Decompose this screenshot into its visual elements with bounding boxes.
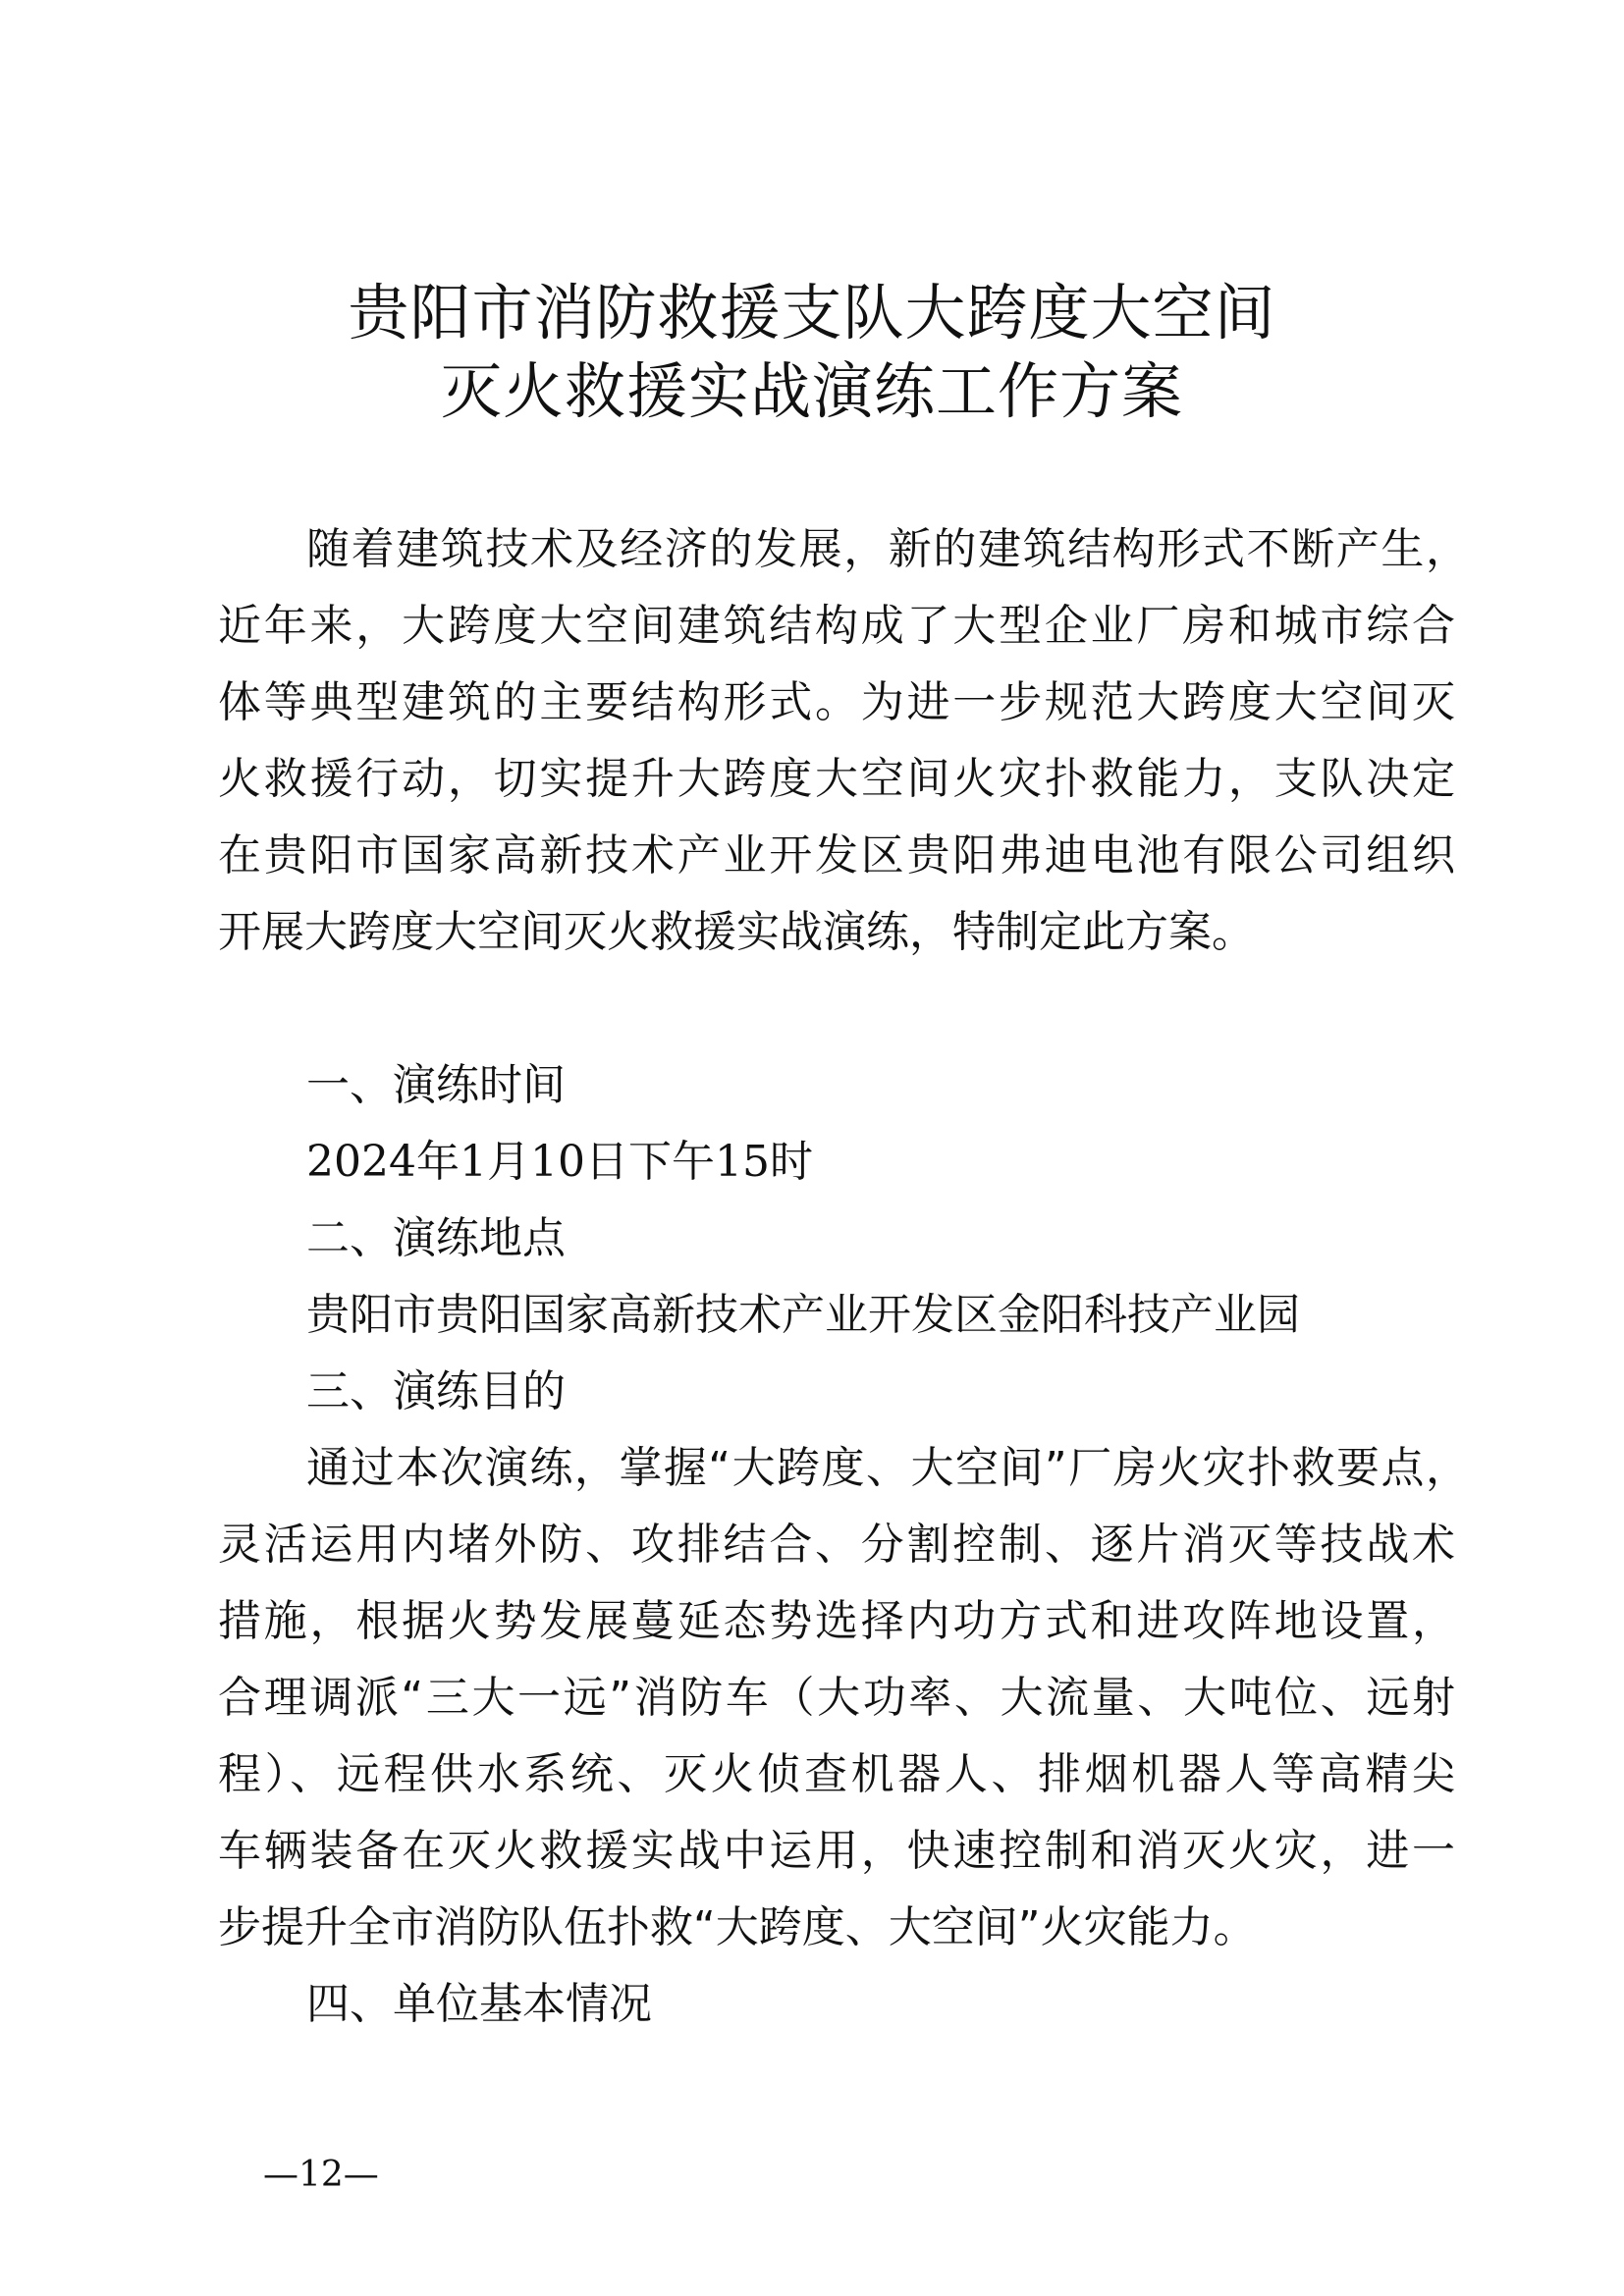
purpose-paragraph-line: 车辆装备在灭火救援实战中运用，快速控制和消灭火灾，进一: [218, 1826, 1455, 1876]
intro-paragraph-line: 火救援行动，切实提升大跨度大空间火灾扑救能力，支队决定: [218, 754, 1455, 804]
page-number: —12—: [263, 2155, 379, 2195]
section-heading-unit-info: 四、单位基本情况: [306, 1979, 652, 2029]
section-heading-time: 一、演练时间: [306, 1060, 566, 1110]
purpose-paragraph-line: 步提升全市消防队伍扑救“大跨度、大空间”火灾能力。: [218, 1902, 1257, 1952]
purpose-paragraph-line: 措施，根据火势发展蔓延态势选择内功方式和进攻阵地设置，: [218, 1596, 1455, 1646]
intro-paragraph-line: 随着建筑技术及经济的发展，新的建筑结构形式不断产生，: [306, 524, 1469, 574]
intro-paragraph-line: 体等典型建筑的主要结构形式。为进一步规范大跨度大空间灭: [218, 677, 1455, 727]
drill-location-text: 贵阳市贵阳国家高新技术产业开发区金阳科技产业园: [306, 1290, 1300, 1340]
purpose-paragraph-line: 灵活运用内堵外防、攻排结合、分割控制、逐片消灭等技战术: [218, 1520, 1455, 1570]
intro-paragraph-line: 近年来，大跨度大空间建筑结构成了大型企业厂房和城市综合: [218, 601, 1455, 651]
intro-paragraph-line: 开展大跨度大空间灭火救援实战演练，特制定此方案。: [218, 907, 1255, 957]
section-heading-location: 二、演练地点: [306, 1213, 566, 1263]
document-title-line-1: 贵阳市消防救援支队大跨度大空间: [348, 277, 1276, 348]
intro-paragraph-line: 在贵阳市国家高新技术产业开发区贵阳弗迪电池有限公司组织: [218, 830, 1455, 881]
purpose-paragraph-line: 程）、远程供水系统、灭火侦查机器人、排烟机器人等高精尖: [218, 1749, 1455, 1799]
drill-time-text: 2024年1月10日下午15时: [306, 1137, 813, 1187]
purpose-paragraph-line: 合理调派“三大一远”消防车（大功率、大流量、大吨位、远射: [218, 1673, 1455, 1723]
section-heading-purpose: 三、演练目的: [306, 1366, 566, 1416]
document-title-line-2: 灭火救援实战演练工作方案: [440, 355, 1183, 427]
purpose-paragraph-line: 通过本次演练，掌握“大跨度、大空间”厂房火灾扑救要点，: [306, 1443, 1469, 1493]
